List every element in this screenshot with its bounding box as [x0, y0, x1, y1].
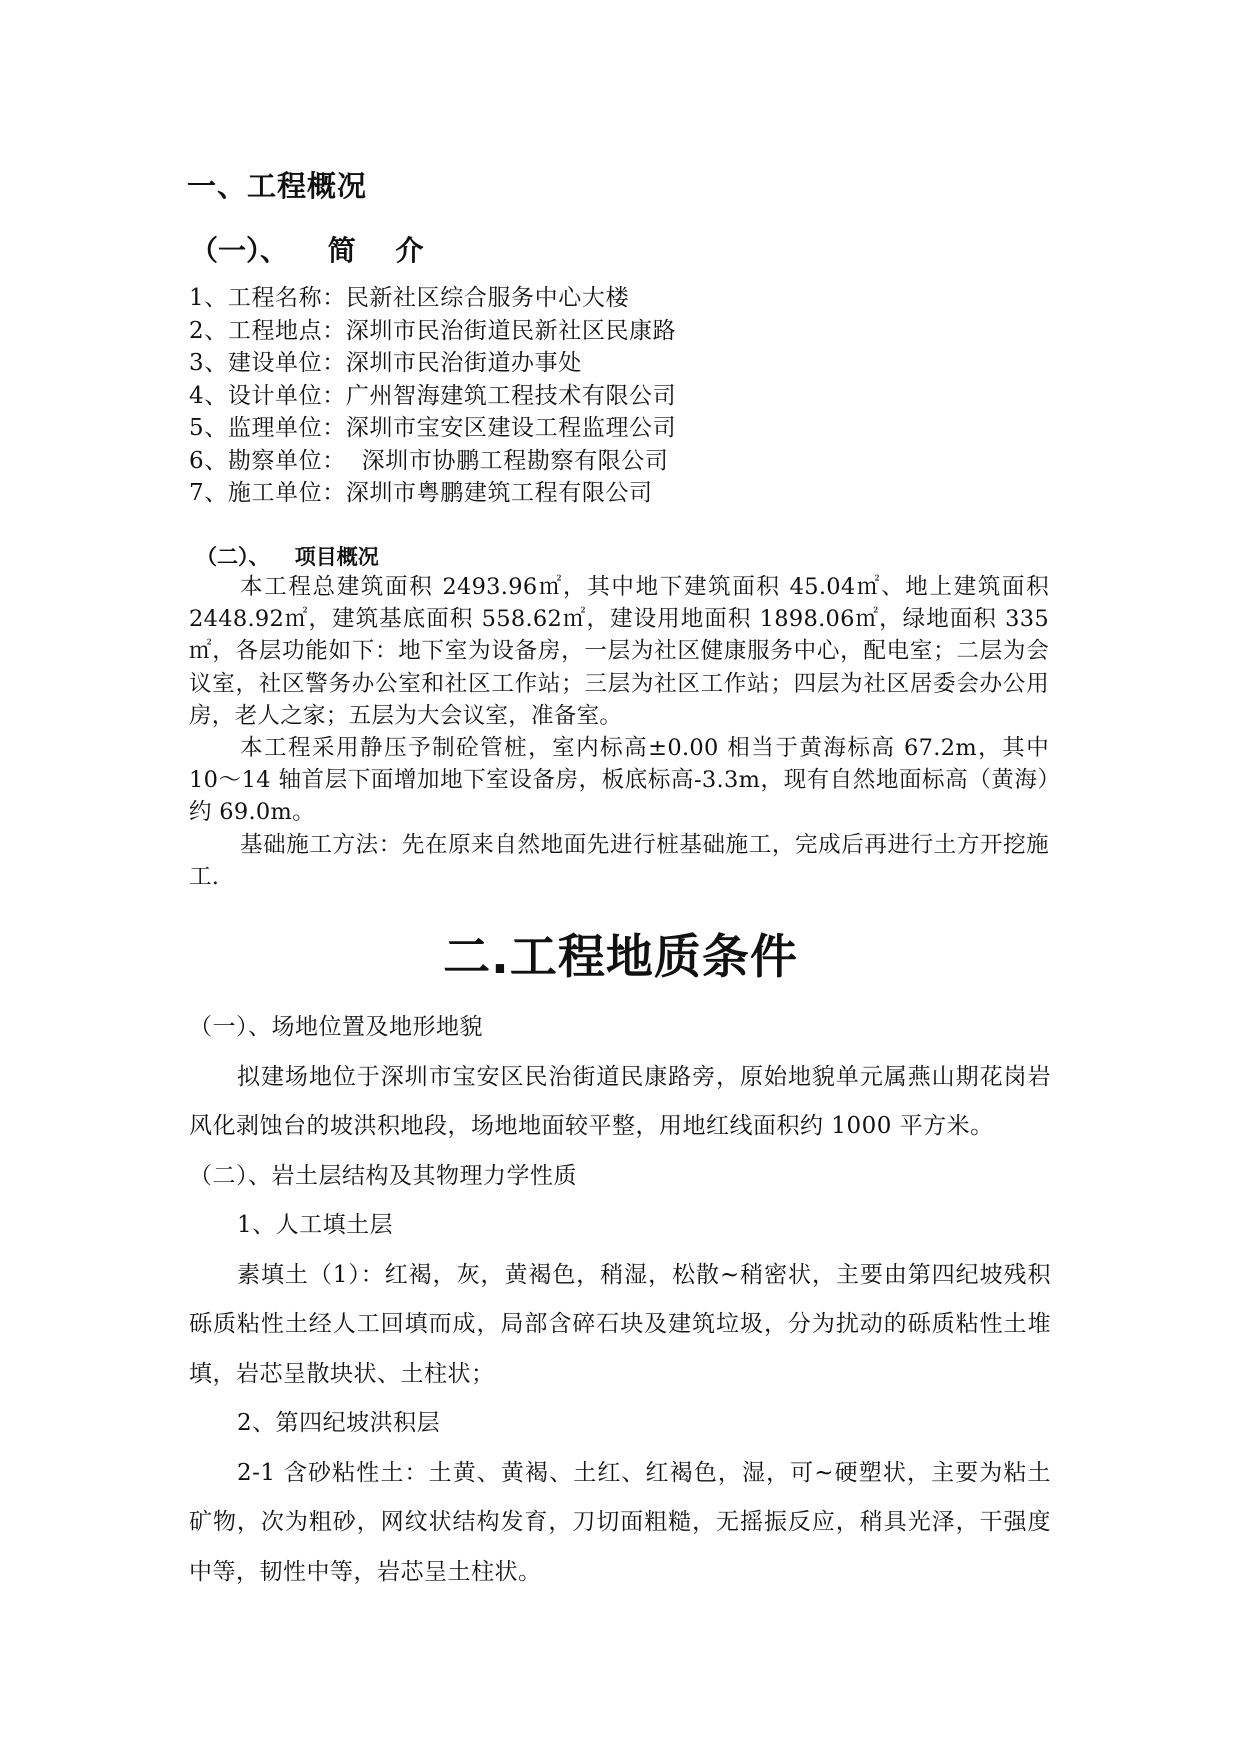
item-value: 深圳市粤鹏建筑工程有限公司 [345, 480, 653, 506]
overview-paragraph: 本工程采用静压予制砼管桩，室内标高±0.00 相当于黄海标高 67.2m，其中 10～14 轴首层下面增加地下室设备房，板底标高-3.3m，现有自然地面标高（黄海）约 69.0m。 [189, 735, 1049, 826]
list-item [189, 282, 676, 315]
item-number: 5、 [189, 415, 228, 441]
geology-section-body [189, 1003, 1051, 1597]
fill-layer-heading: 1、人工填土层 [237, 1212, 394, 1238]
section-2-heading: 二.工程地质条件 [443, 930, 798, 985]
site-location-heading: （一）、场地位置及地形地貌 [189, 1014, 483, 1040]
overview-paragraph: 本工程总建筑面积 2493.96㎡，其中地下建筑面积 45.04㎡、地上建筑面积 2448.92㎡，建筑基底面积 558.62㎡，建设用地面积 1898.06㎡，绿地面积 335㎡，各层功能如下：地下室为设备房，一层为社区健康服务中心，配电室；二层为会议室，社区警务办公室和社区工作站；三层为社区工作站；四层为社区居委会办公用房，老人之家；五层为大会议室，准备室。 [189, 574, 1049, 729]
list-item [189, 445, 676, 478]
item-number: 4、 [189, 382, 228, 409]
item-label: 监理单位： [227, 415, 346, 441]
section-1-heading: 一、工程概况 [187, 169, 368, 203]
item-value: 民新社区综合服务中心大楼 [345, 285, 630, 311]
item-value: 深圳市民治街道办事处 [345, 350, 582, 376]
item-value: 深圳市协鹏工程勘察有限公司 [345, 447, 669, 474]
item-label: 设计单位： [227, 382, 346, 409]
item-number: 1、 [189, 285, 228, 311]
item-value: 深圳市宝安区建设工程监理公司 [345, 415, 677, 441]
item-number: 2、 [189, 317, 228, 344]
site-location-paragraph: 拟建场地位于深圳市宝安区民治街道民康路旁，原始地貌单元属燕山期花岗岩风化剥蚀台的坡洪积地段，场地地面较平整，用地红线面积约 1000 平方米。 [189, 1063, 1051, 1139]
subsection-overview-heading: （二）、 项目概况 [196, 545, 379, 569]
list-item [189, 315, 676, 348]
item-value: 深圳市民治街道民新社区民康路 [345, 317, 677, 344]
alluvial-layer-paragraph: 2-1 含砂粘性土：土黄、黄褐、土红、红褐色，湿，可~硬塑状，主要为粘土矿物，次为粗砂，网纹状结构发育，刀切面粗糙，无摇振反应，稍具光泽，干强度中等，韧性中等，岩芯呈土柱状。 [189, 1459, 1051, 1585]
item-number: 7、 [189, 480, 228, 506]
alluvial-layer-heading: 2、第四纪坡洪积层 [237, 1410, 441, 1436]
list-item [189, 412, 676, 445]
item-number: 3、 [189, 350, 228, 376]
project-overview-body [189, 571, 1049, 893]
item-label: 工程地点： [227, 317, 346, 344]
soil-structure-heading: （二）、岩土层结构及其物理力学性质 [189, 1162, 577, 1189]
list-item [189, 477, 676, 510]
subsection-intro-heading: （一）、 简 介 [190, 234, 424, 267]
project-info-list [189, 282, 676, 510]
item-label: 施工单位： [227, 480, 346, 506]
list-item [189, 347, 676, 380]
item-label: 工程名称： [227, 285, 346, 311]
item-label: 勘察单位： [227, 447, 346, 474]
item-value: 广州智海建筑工程技术有限公司 [345, 382, 677, 409]
item-label: 建设单位： [227, 350, 346, 376]
fill-layer-paragraph: 素填土（1）：红褐，灰，黄褐色，稍湿，松散~稍密状，主要由第四纪坡残积砾质粘性土经人工回填而成，局部含碎石块及建筑垃圾，分为扰动的砾质粘性土堆填，岩芯呈散块状、土柱状； [189, 1261, 1051, 1387]
overview-paragraph: 基础施工方法：先在原来自然地面先进行桩基础施工，完成后再进行土方开挖施工. [189, 831, 1049, 890]
item-number: 6、 [189, 447, 228, 474]
list-item [189, 380, 676, 413]
